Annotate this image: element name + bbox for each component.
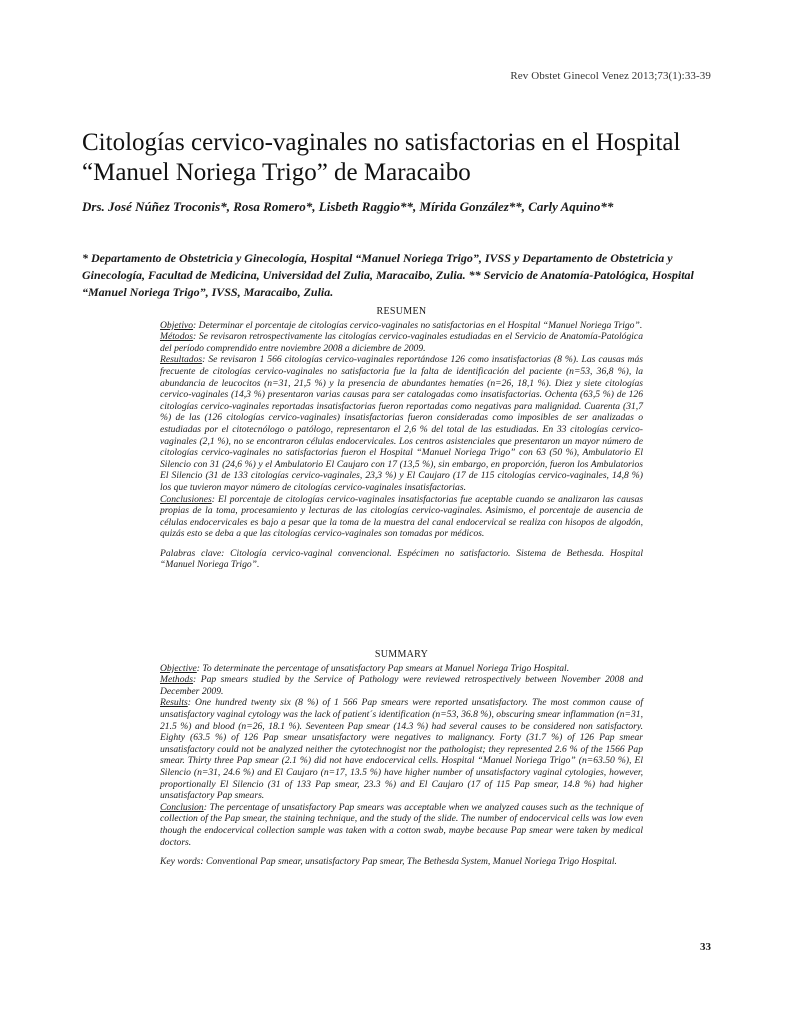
objetivo-paragraph xyxy=(160,320,643,332)
page-number: 33 xyxy=(700,941,711,953)
metodos-text: : Se revisaron retrospectivamente las citologías cervico-vaginales estudiadas en el Servicio de Anatomía-Patológica del período comprendido entre noviembre 2008 a diciembre de 2009. xyxy=(160,331,643,354)
resultados-text: : Se revisaron 1 566 citologías cervico-vaginales reportándose 126 como insatisfactorias (8 %). Las causas más frecuente de citologías cervico-vaginales no satisfactoria fue la falta de identificación del paciente (n=53, 36,8 %), la abundancia de leucocitos (n=31, 21,5 %) y la presencia de abundantes hematíes (n=26, 18,1 %). Diez y siete citologías cervico-vaginales (14,3 %) presentaron varias causas para ser catalogadas como insatisfactorias. Ochenta (63,5 %) de 126 citologías cervico-vaginales reportadas insatisfactorias fueron reportadas como negativas para malignidad. Cuarenta (31,7 %) de las (126 citologías cervico-vaginales) insatisfactorias fueron consideradas como imposibles de ser analizadas o estudiadas por el citotecnólogo o patólogo, representaron el 2,6 % del total de las estudiadas. En 33 citologías cervico-vaginales (2,1 %), no se encontraron células endocervicales. Los centros asistenciales que presentaron un mayor número de citologías cervico-vaginales no satisfactorias fueron el Hospital “Manuel Noriega Trigo” con 63 (50 %), Ambulatorio El Silencio con 31 (24,6 %) y el Ambulatorio El Caujaro con 17 (13,5 %), sin embargo, en proporción, fueron los Ambulatorios El Silencio (31 de 133 citologías cervico-vaginales, 23,3 %) y El Caujaro (17 de 115 citologías cervico-vaginales, 14,8 %) los que tuvieron mayor número de citologías cervico-vaginales insatisfactorias. xyxy=(160,354,643,493)
metodos-label: Métodos xyxy=(160,331,194,343)
objective-label: Objective xyxy=(160,662,197,674)
results-paragraph xyxy=(160,697,643,801)
methods-paragraph xyxy=(160,674,643,697)
palabras-clave: Palabras clave: Citología cervico-vaginal convencional. Espécimen no satisfactorio. Sistema de Bethesda. Hospital “Manuel Noriega Trigo”. xyxy=(160,547,643,571)
conclusiones-label: Conclusiones xyxy=(160,493,212,505)
objetivo-text: : Determinar el porcentaje de citologías cervico-vaginales no satisfactorias en el Hospital “Manuel Noriega Trigo”. xyxy=(193,319,643,331)
article-title: Citologías cervico-vaginales no satisfactorias en el Hospital “Manuel Noriega Trigo” de Maracaibo xyxy=(82,129,681,186)
objective-text: : To determinate the percentage of unsatisfactory Pap smears at Manuel Noriega Trigo Hospital. xyxy=(196,662,570,674)
objetivo-label: Objetivo xyxy=(160,319,194,331)
methods-label: Methods xyxy=(160,674,194,686)
conclusiones-text: : El porcentaje de citologías cervico-vaginales insatisfactorias fue aceptable cuando se analizaron las causas propias de la toma, procesamiento y lecturas de las citologías cervico-vaginales. Asimismo, el porcentaje de ausencia de células endocervicales es bajo a pesar que la toma de la muestra del canal endocervical se realiza con hisopos de algodón, quizás esto se deba a que las citologías cervico-vaginales son tomadas por médicos. xyxy=(160,493,643,540)
english-abstract xyxy=(160,649,643,868)
methods-text: : Pap smears studied by the Service of Pathology were reviewed retrospectively between November 2008 and December 2009. xyxy=(160,674,643,697)
resumen-heading: RESUMEN xyxy=(376,306,427,317)
key-words: Key words: Conventional Pap smear, unsatisfactory Pap smear, The Bethesda System, Manuel Noriega Trigo Hospital. xyxy=(160,856,617,868)
objective-paragraph xyxy=(160,663,643,675)
resultados-label: Resultados xyxy=(160,354,203,366)
results-text: : One hundred twenty six (8 %) of 1 566 Pap smears were reported unsatisfactory. The most common cause of unsatisfactory vaginal cytology was the lack of patient´s identification (n=53, 36.8 %), obscuring smear inflammation (n=31, 21.5 %) and blood (n=26, 18.1 %). Seventeen Pap smear (14.3 %) had several causes to be considered non satisfactory. Eighty (63.5 %) of 126 Pap smear unsatisfactory were negatives to malignancy. Forty (31.7 %) of 126 Pap smear unsatisfactory could not be analyzed neither the cytotechnogist nor the pathologist; they represented 2.6 % of the 1566 Pap smear. Thirty three Pap smear (2.1 %) did not have endocervical cells. Hospital “Manuel Noriega Trigo” (n=63.50 %), El Silencio (n=31, 24.6 %) and El Caujaro (n=17, 13.5 %) have higher number of unsatisfactory vaginal cytologies, however, proportionally El Silencio (31 of 133 Pap smear, 23.3 %) and El Caujaro (17 of 115 Pap smear, 14.8 %) had higher unsatisfactory Pap smears. xyxy=(160,697,643,802)
author-affiliations: * Departamento de Obstetricia y Ginecología, Hospital “Manuel Noriega Trigo”, IVSS y Departamento de Obstetricia y Ginecología, Facultad de Medicina, Universidad del Zulia, Maracaibo, Zulia. ** Servicio de Anatomía-Patológica, Hospital “Manuel Noriega Trigo”, IVSS, Maracaibo, Zulia. xyxy=(82,251,694,299)
conclusion-text: : The percentage of unsatisfactory Pap smears was acceptable when we analyzed causes such as the technique of collection of the Pap smear, the staining technique, and the study of the slide. The number of endocervical cells was low even though the endocervical collection sample was taken with a cotton swab, maybe because Pap smear were taken by medical doctors. xyxy=(160,801,643,848)
conclusion-paragraph xyxy=(160,802,643,848)
journal-reference: Rev Obstet Ginecol Venez 2013;73(1):33-39 xyxy=(510,70,711,82)
results-label: Results xyxy=(160,697,188,709)
conclusiones-paragraph xyxy=(160,494,643,540)
summary-heading: SUMMARY xyxy=(374,649,429,660)
spanish-abstract xyxy=(160,306,643,571)
author-list: Drs. José Núñez Troconis*, Rosa Romero*, Lisbeth Raggio**, Mírida González**, Carly Aquino** xyxy=(82,199,614,214)
resultados-paragraph xyxy=(160,354,643,493)
metodos-paragraph xyxy=(160,331,643,354)
conclusion-label: Conclusion xyxy=(160,801,204,813)
